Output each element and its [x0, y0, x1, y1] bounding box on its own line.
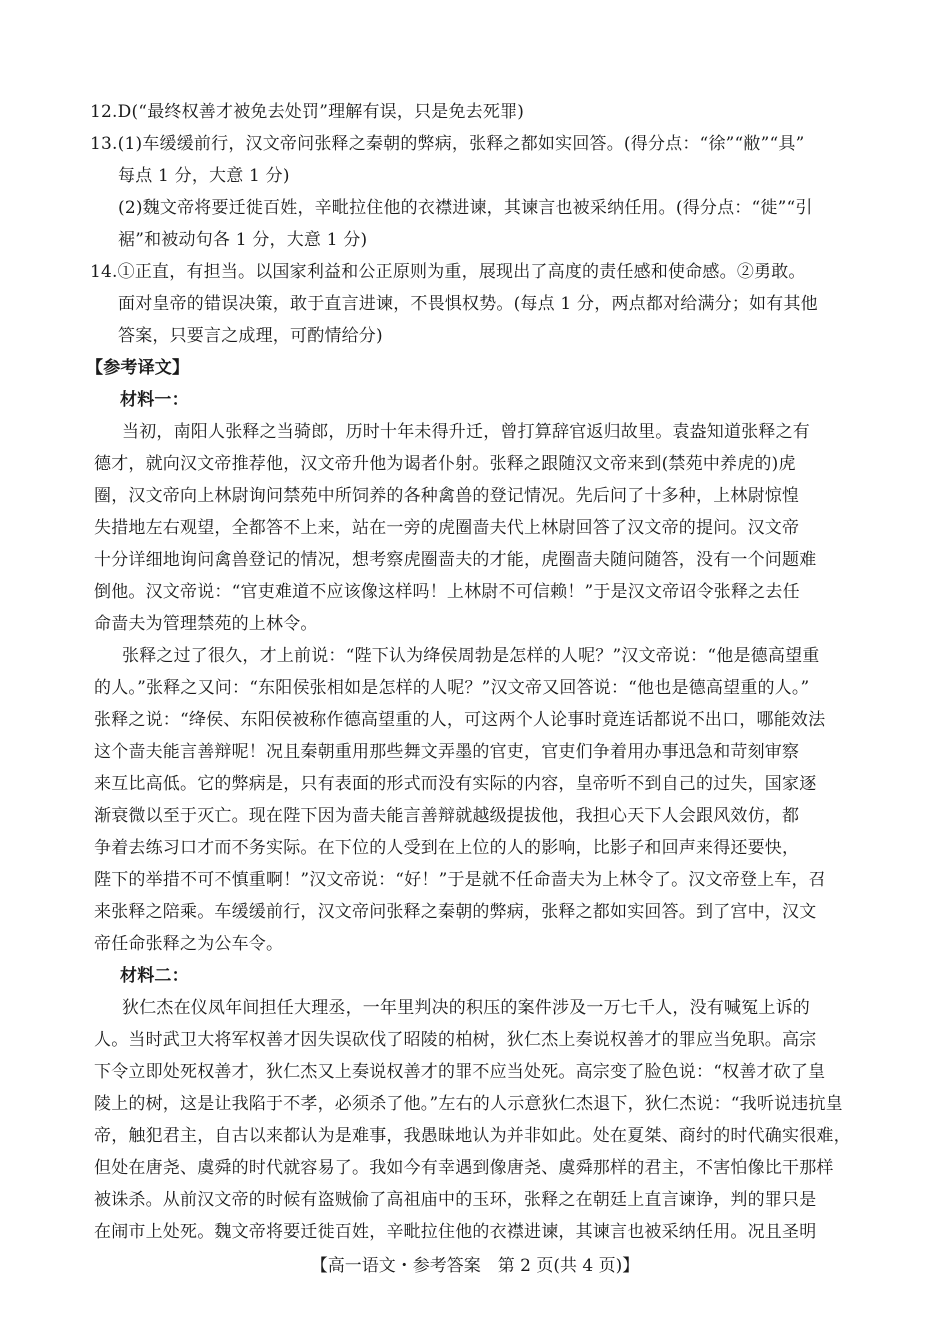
material2-heading: 材料二： [120, 966, 189, 986]
material1-line: 陛下的举措不可不慎重啊！”汉文帝说：“好！”于是就不任命啬夫为上林令了。汉文帝登上车，召 [94, 870, 826, 890]
material1-line: 张释之说：“绛侯、东阳侯被称作德高望重的人，可这两个人论事时竟连话都说不出口，哪能效法 [94, 710, 826, 730]
material2-line: 在闹市上处死。魏文帝将要迁徙百姓，辛毗拉住他的衣襟进谏，其谏言也被采纳任用。况且圣明 [94, 1222, 817, 1242]
answer-13-1-line-2: 每点 1 分，大意 1 分) [118, 166, 290, 186]
material1-heading: 材料一： [120, 390, 189, 410]
material1-line: 这个啬夫能言善辩呢！况且秦朝重用那些舞文弄墨的官吏，官吏们争着用办事迅急和苛刻审察 [94, 742, 800, 762]
material1-line: 当初，南阳人张释之当骑郎，历时十年未得升迁，曾打算辞官返归故里。袁盎知道张释之有 [122, 422, 810, 442]
material1-line: 失措地左右观望，全都答不上来，站在一旁的虎圈啬夫代上林尉回答了汉文帝的提问。汉文帝 [94, 518, 800, 538]
material1-line: 渐衰微以至于灭亡。现在陛下因为啬夫能言善辩就越级提拔他，我担心天下人会跟风效仿，都 [94, 806, 800, 826]
answer-13-2-line-1: (2)魏文帝将要迁徙百姓，辛毗拉住他的衣襟进谏，其谏言也被采纳任用。(得分点：“徙”“引 [118, 198, 813, 218]
material1-line: 争着去练习口才而不务实际。在下位的人受到在上位的人的影响，比影子和回声来得还要快， [94, 838, 800, 858]
material1-line: 命啬夫为管理禁苑的上林令。 [94, 614, 318, 634]
material2-line: 帝，触犯君主，自古以来都认为是难事，我愚昧地认为并非如此。处在夏桀、商纣的时代确实很难， [94, 1126, 851, 1146]
material1-line: 帝任命张释之为公车令。 [94, 934, 284, 954]
page-footer: 【高一语文・参考答案 第 2 页(共 4 页)】 [310, 1256, 640, 1276]
answer-13-2-line-2: 裾”和被动句各 1 分，大意 1 分) [118, 230, 368, 250]
material1-line: 德才，就向汉文帝推荐他，汉文帝升他为谒者仆射。张释之跟随汉文帝来到(禁苑中养虎的)虎 [94, 454, 796, 474]
answer-14-line-1: 14.①正直，有担当。以国家利益和公正原则为重，展现出了高度的责任感和使命感。②勇敢。 [90, 262, 806, 282]
material2-line: 但处在唐尧、虞舜的时代就容易了。我如今有幸遇到像唐尧、虞舜那样的君主，不害怕像比干那样 [94, 1158, 834, 1178]
material2-line: 狄仁杰在仪凤年间担任大理丞，一年里判决的积压的案件涉及一万七千人，没有喊冤上诉的 [122, 998, 810, 1018]
answer-14-line-3: 答案，只要言之成理，可酌情给分) [118, 326, 383, 346]
material1-line: 的人。”张释之又问：“东阳侯张相如是怎样的人呢？”汉文帝又回答说：“他也是德高望重的人。” [94, 678, 810, 698]
material1-line: 圈，汉文帝向上林尉询问禁苑中所饲养的各种禽兽的登记情况。先后问了十多种，上林尉惊惶 [94, 486, 800, 506]
answer-12: 12.D(“最终权善才被免去处罚”理解有误，只是免去死罪) [90, 102, 525, 122]
material1-line: 张释之过了很久，才上前说：“陛下认为绛侯周勃是怎样的人呢？”汉文帝说：“他是德高望重 [122, 646, 820, 666]
material1-line: 来互比高低。它的弊病是，只有表面的形式而没有实际的内容，皇帝听不到自己的过失，国家逐 [94, 774, 817, 794]
material1-line: 十分详细地询问禽兽登记的情况，想考察虎圈啬夫的才能，虎圈啬夫随问随答，没有一个问题难 [94, 550, 817, 570]
material2-line: 被诛杀。从前汉文帝的时候有盗贼偷了高祖庙中的玉环，张释之在朝廷上直言谏诤，判的罪只是 [94, 1190, 817, 1210]
material2-line: 陵上的树，这是让我陷于不孝，必须杀了他。”左右的人示意狄仁杰退下，狄仁杰说：“我听说违抗皇 [94, 1094, 843, 1114]
material1-line: 倒他。汉文帝说：“官吏难道不应该像这样吗！上林尉不可信赖！”于是汉文帝诏令张释之去任 [94, 582, 800, 602]
section-title: 【参考译文】 [86, 358, 190, 378]
material1-line: 来张释之陪乘。车缓缓前行，汉文帝问张释之秦朝的弊病，张释之都如实回答。到了宫中，汉文 [94, 902, 817, 922]
material2-line: 人。当时武卫大将军权善才因失误砍伐了昭陵的柏树，狄仁杰上奏说权善才的罪应当免职。高宗 [94, 1030, 817, 1050]
answer-13-1-line-1: 13.(1)车缓缓前行，汉文帝问张释之秦朝的弊病，张释之都如实回答。(得分点：“徐”“敝”“具” [90, 134, 805, 154]
answer-14-line-2: 面对皇帝的错误决策，敢于直言进谏，不畏惧权势。(每点 1 分，两点都对给满分；如有其他 [118, 294, 818, 314]
material2-line: 下令立即处死权善才，狄仁杰又上奏说权善才的罪不应当处死。高宗变了脸色说：“权善才砍了皇 [94, 1062, 826, 1082]
